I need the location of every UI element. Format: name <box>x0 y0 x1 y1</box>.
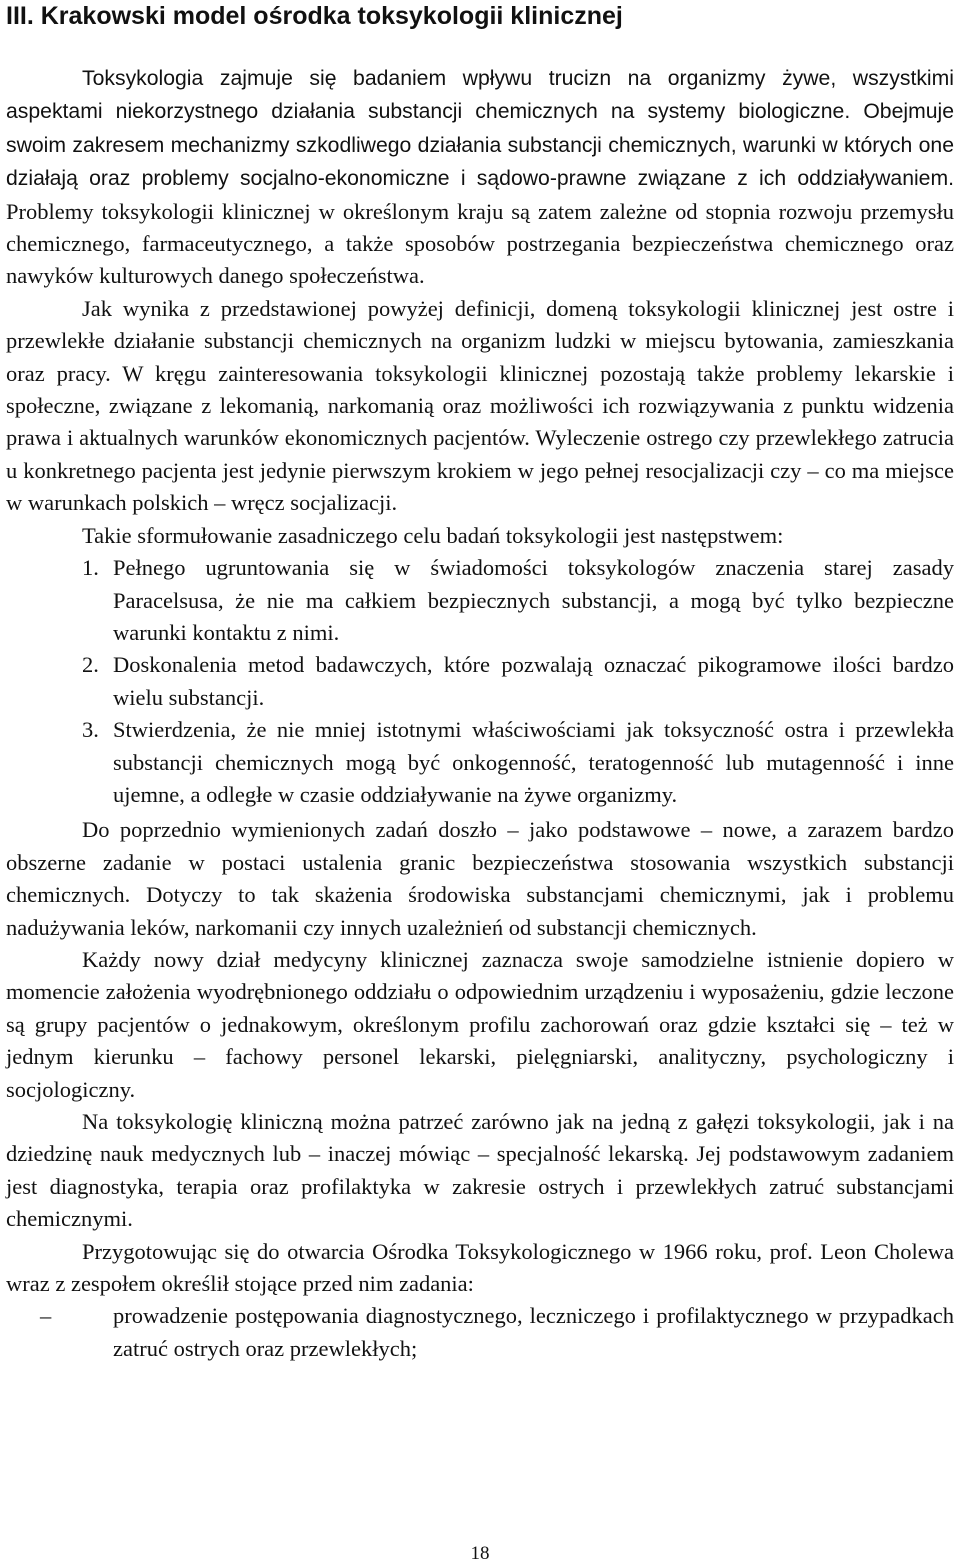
dash-list <box>6 1300 954 1365</box>
list-item <box>6 649 954 714</box>
paragraph-6: Na toksykologię kliniczną można patrzeć zarówno jak na jedną z gałęzi toksykologii, jak i na dziedzinę nauk medycznych lub – inaczej mówiąc – specjalność lekarską. Jej podstawowym zadaniem jest diagnostyka, terapia oraz profilaktyka w zakresie ostrych i przewlekłych zatruć substancjami chemicznymi. <box>6 1109 954 1232</box>
paragraph-1-sans-part: Toksykologia zajmuje się badaniem wpływu trucizn na organizmy żywe, wszystkimi aspektami niekorzystnego działania substancji chemicznych na systemy biologiczne. Obejmuje swoim zakresem mechanizmy szkodliwego działania substancji chemicznych, warunki w których one działają oraz problemy socjalno-ekonomiczne i sądowo-prawne związane z ich oddziaływaniem. <box>6 67 954 191</box>
section-heading: III. Krakowski model ośrodka toksykologii klinicznej <box>6 2 623 30</box>
list-item-number: 1. <box>82 555 99 581</box>
list-item-text: Pełnego ugruntowania się w świadomości toksykologów znaczenia starej zasady Paracelsusa, że nie ma całkiem bezpiecznych substancji, a mogą być tylko bezpieczne warunki kontaktu z nimi. <box>113 555 954 645</box>
paragraph-5: Każdy nowy dział medycyny klinicznej zaznacza swoje samodzielne istnienie dopiero w momencie założenia wyodrębnionego oddziału o odpowiednim urządzeniu i wyposażeniu, gdzie leczone są grupy pacjentów o jednakowym, określonym profilu zachorowań oraz gdzie kształci się – też w jednym kierunku – fachowy personel lekarski, pielęgniarski, analityczny, psychologiczny i socjologiczny. <box>6 946 954 1102</box>
dash-list-item <box>6 1300 954 1365</box>
paragraph-7: Przygotowując się do otwarcia Ośrodka Toksykologicznego w 1966 roku, prof. Leon Cholewa wraz z zespołem określił stojące przed nim zadania: <box>6 1238 954 1297</box>
list-item-number: 2. <box>82 652 99 678</box>
list-item <box>6 552 954 649</box>
dash-bullet: – <box>40 1303 52 1329</box>
paragraph-4: Do poprzednio wymienionych zadań doszło – jako podstawowe – nowe, a zarazem bardzo obszerne zadanie w postaci ustalenia granic bezpieczeństwa stosowania wszystkich substancji chemicznych. Dotyczy to tak skażenia środowiska substancjami chemicznymi, jak i problemu nadużywania leków, narkomanii czy innych uzależnień od substancji chemicznych. <box>6 817 954 940</box>
dash-list-item-text: prowadzenie postępowania diagnostycznego, leczniczego i profilaktycznego w przypadkach zatruć ostrych oraz przewlekłych; <box>113 1303 954 1361</box>
list-item-number: 3. <box>82 717 99 743</box>
numbered-list <box>6 552 954 811</box>
paragraph-1-serif-part: Problemy toksykologii klinicznej w określonym kraju są zatem zależne od stopnia rozwoju przemysłu chemicznego, farmaceutycznego, a także sposobów postrzegania bezpieczeństwa chemicznego oraz nawyków kulturowych danego społeczeństwa. <box>6 198 954 289</box>
document-body <box>6 62 954 1365</box>
paragraph-3: Takie sformułowanie zasadniczego celu badań toksykologii jest następstwem: <box>82 522 784 548</box>
list-item-text: Doskonalenia metod badawczych, które pozwalają oznaczać pikogramowe ilości bardzo wielu substancji. <box>113 652 954 710</box>
page-number: 18 <box>470 1543 490 1564</box>
list-item <box>6 714 954 811</box>
list-item-text: Stwierdzenia, że nie mniej istotnymi właściwościami jak toksyczność ostra i przewlekła substancji chemicznych mogą być onkogenność, teratogenność lub mutagenność i inne ujemne, a odległe w czasie oddziaływanie na żywe organizmy. <box>113 717 954 807</box>
paragraph-2: Jak wynika z przedstawionej powyżej definicji, domeną toksykologii klinicznej jest ostre i przewlekłe działanie substancji chemicznych na organizm ludzki w miejscu bytowania, zamieszkania oraz pracy. W kręgu zainteresowania toksykologii klinicznej pozostają także problemy lekarskie i społeczne, związane z lekomanią, narkomanią oraz możliwości ich rozwiązywania z punktu widzenia prawa i aktualnych warunków ekonomicznych pacjentów. Wyleczenie ostrego czy przewlekłego zatrucia u konkretnego pacjenta jest jedynie pierwszym krokiem w jego pełnej resocjalizacji czy – co ma miejsce w warunkach polskich – wręcz socjalizacji. <box>6 295 954 516</box>
paragraph-1 <box>6 62 954 293</box>
